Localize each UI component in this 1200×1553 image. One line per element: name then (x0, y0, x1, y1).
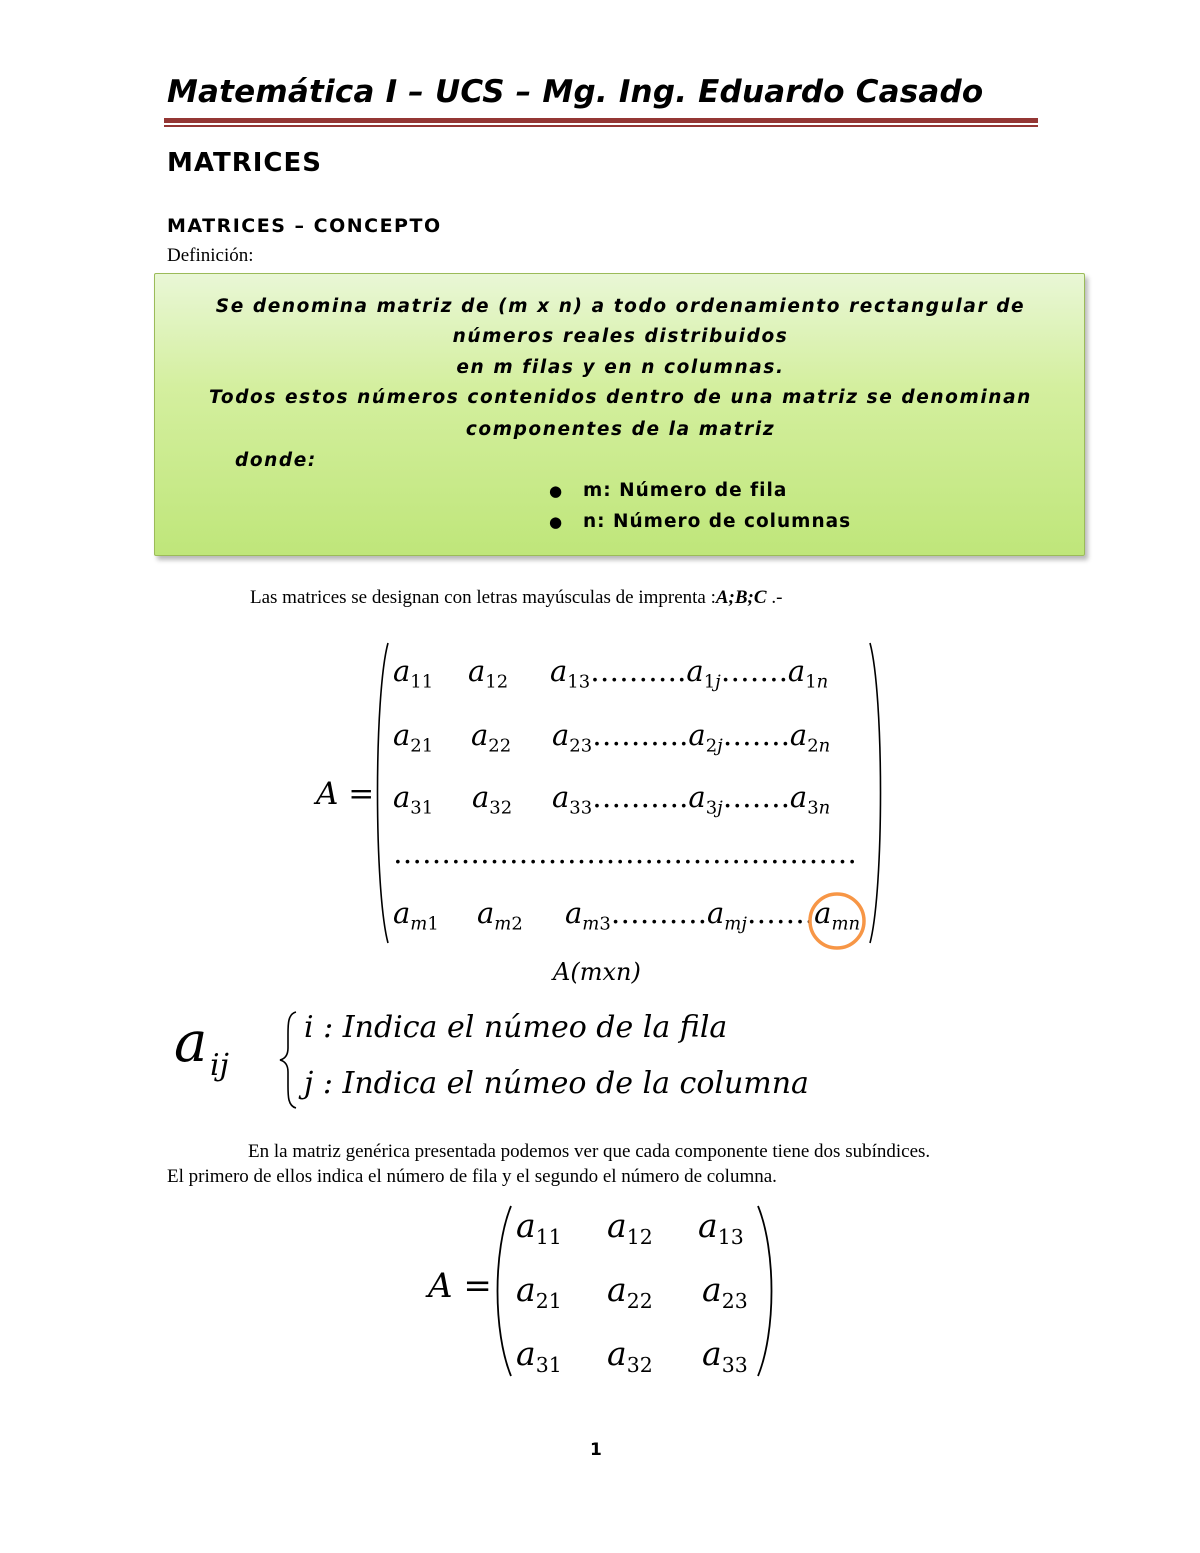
header-rule-thin (164, 125, 1038, 127)
matrix-entry: $a_{13}$ (698, 1206, 744, 1250)
matrix-entry: $a_{31}$ (516, 1334, 562, 1378)
legend-line-j: j : Indica el númeo de la columna (304, 1066, 809, 1101)
section-heading: MATRICES (167, 148, 322, 178)
header-rule-thick (164, 118, 1038, 123)
matrix-name-label: A = (428, 1266, 492, 1306)
intro-text (250, 587, 782, 609)
document-header-title: Matemática I – UCS – Mg. Ing. Eduardo Casado (167, 74, 984, 110)
definition-line-3: en m filas y en n columnas. (456, 357, 785, 378)
bullet-item-m (549, 480, 787, 501)
bullet-text: m: Número de fila (583, 480, 788, 501)
matrix-entry: $a_{m1}$ (393, 896, 439, 935)
matrix-entry: $a_{m2}$ (477, 896, 523, 935)
bullet-text: n: Número de columnas (583, 511, 852, 532)
paragraph-line-2: El primero de ellos indica el número de fila y el segundo el número de columna. (167, 1166, 777, 1187)
matrix-entry: $a_{23}$ (702, 1270, 748, 1314)
matrix-entry: $a_{33}$ (702, 1334, 748, 1378)
aij-subscript: ij (210, 1048, 229, 1083)
matrix-entry: $a_{13}\dots\dots\dots.a_{1j}\dots\dots.a_{1n}$ (550, 654, 829, 693)
matrix-entry: $a_{22}$ (607, 1270, 653, 1314)
matrix-entry: $a_{21}$ (393, 718, 434, 757)
page-number: 1 (590, 1440, 602, 1460)
legend-line-i: i : Indica el númeo de la fila (304, 1010, 728, 1045)
matrix-ellipsis-row: ………………………………………… (393, 836, 857, 870)
legend-brace (278, 1010, 300, 1110)
definition-label: Definición: (167, 245, 254, 266)
matrix-entry: $a_{12}$ (607, 1206, 653, 1250)
paragraph-line-1: En la matriz genérica presentada podemos ver que cada componente tiene dos subíndices. (248, 1141, 931, 1162)
matrix-dimensions: A(mxn) (553, 958, 641, 986)
matrix-entry: $a_{21}$ (516, 1270, 562, 1314)
matrix-entry: $a_{11}$ (393, 654, 434, 693)
definition-line-2: números reales distribuidos (452, 326, 789, 347)
matrix-name-label: A = (316, 776, 375, 812)
intro-letters: A;B;C (715, 587, 767, 608)
matrix-entry: $a_{m3}\dots\dots\dots.a_{mj}\dots\dots.a_{mn}$ (565, 896, 861, 935)
definition-box (154, 273, 1085, 556)
matrix-entry: $a_{32}$ (472, 780, 513, 819)
matrix-entry: $a_{33}\dots\dots\dots.a_{3j}\dots\dots.a_{3n}$ (552, 780, 831, 819)
matrix-entry: $a_{11}$ (516, 1206, 562, 1250)
matrix-entry: $a_{22}$ (471, 718, 512, 757)
bullet-icon: ● (549, 513, 564, 531)
matrix-entry: $a_{32}$ (607, 1334, 653, 1378)
subsection-heading: MATRICES – CONCEPTO (167, 215, 442, 237)
matrix-entry: $a_{31}$ (393, 780, 434, 819)
intro-text-body: Las matrices se designan con letras mayúsculas de imprenta : (250, 587, 716, 608)
definition-line-1: Se denomina matriz de (m x n) a todo ordenamiento rectangular de (215, 296, 1026, 317)
intro-suffix: .- (766, 587, 783, 608)
aij-symbol: a (174, 1010, 208, 1075)
definition-line-5: componentes de la matriz (465, 419, 776, 440)
bullet-icon: ● (549, 482, 564, 500)
donde-label: donde: (235, 450, 317, 471)
definition-line-4: Todos estos números contenidos dentro de una matriz se denominan (209, 387, 1032, 408)
bullet-item-n (549, 511, 851, 532)
matrix-entry: $a_{12}$ (468, 654, 509, 693)
highlight-circle (806, 890, 868, 952)
matrix-entry: $a_{23}\dots\dots\dots.a_{2j}\dots\dots.a_{2n}$ (552, 718, 831, 757)
